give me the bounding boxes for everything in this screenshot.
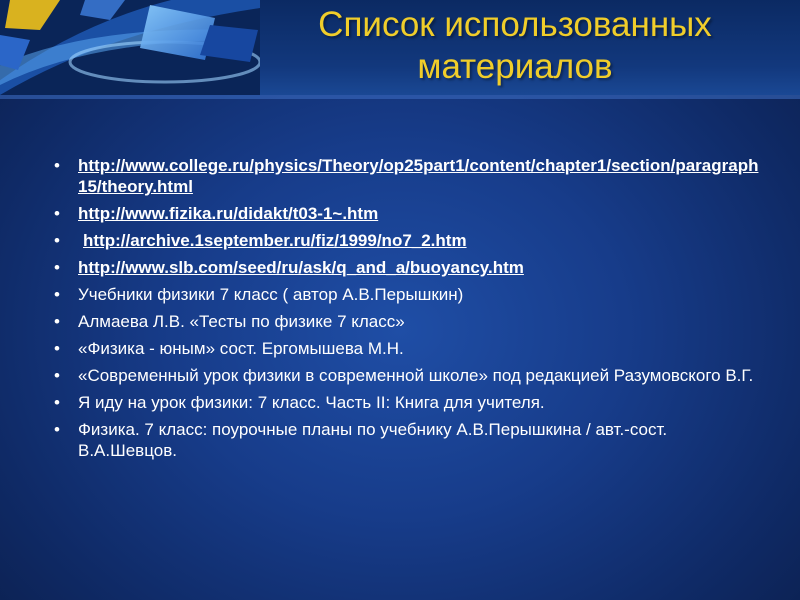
bullet-icon: • bbox=[54, 258, 60, 277]
link-fizika-ru[interactable]: http://www.fizika.ru/didakt/t03-1~.htm bbox=[78, 204, 379, 223]
list-item bbox=[50, 338, 760, 359]
link-slb-com[interactable]: http://www.slb.com/seed/ru/ask/q_and_a/buoyancy.htm bbox=[78, 258, 524, 277]
list-item bbox=[50, 392, 760, 413]
header-divider bbox=[0, 95, 800, 99]
link-archive-1september[interactable]: http://archive.1september.ru/fiz/1999/no7_2.htm bbox=[83, 231, 467, 250]
bullet-icon: • bbox=[54, 156, 60, 175]
materials-list bbox=[50, 155, 760, 467]
bullet-icon: • bbox=[54, 393, 60, 412]
item-text: Физика. 7 класс: поурочные планы по учебнику А.В.Перышкина / авт.-сост. В.А.Шевцов. bbox=[78, 420, 668, 460]
bullet-icon: • bbox=[54, 339, 60, 358]
list-item bbox=[50, 155, 760, 197]
list-item bbox=[50, 311, 760, 332]
list-item bbox=[50, 203, 760, 224]
list-item bbox=[50, 257, 760, 278]
list-item bbox=[50, 419, 760, 461]
slide-title bbox=[230, 4, 800, 88]
slide-header bbox=[0, 0, 800, 95]
list-item bbox=[50, 365, 760, 386]
item-text: «Физика - юным» сост. Ергомышева М.Н. bbox=[78, 339, 404, 358]
item-text: Учебники физики 7 класс ( автор А.В.Перышкин) bbox=[78, 285, 464, 304]
link-college-ru[interactable]: http://www.college.ru/physics/Theory/op25part1/content/chapter1/section/paragraph15/theory.html bbox=[78, 156, 759, 196]
bullet-icon: • bbox=[54, 285, 60, 304]
bullet-icon: • bbox=[54, 204, 60, 223]
list-item bbox=[50, 284, 760, 305]
item-text: Я иду на урок физики: 7 класс. Часть II: Книга для учителя. bbox=[78, 393, 545, 412]
item-text: Алмаева Л.В. «Тесты по физике 7 класс» bbox=[78, 312, 405, 331]
title-line-1: Список использованных bbox=[318, 5, 712, 44]
item-text: «Современный урок физики в современной школе» под редакцией Разумовского В.Г. bbox=[78, 366, 754, 385]
list-item bbox=[50, 230, 760, 251]
bullet-icon: • bbox=[54, 420, 60, 439]
bullet-icon: • bbox=[54, 312, 60, 331]
bullet-icon: • bbox=[54, 231, 60, 250]
decorative-graphic bbox=[0, 0, 260, 95]
title-line-2: материалов bbox=[417, 47, 613, 86]
bullet-icon: • bbox=[54, 366, 60, 385]
